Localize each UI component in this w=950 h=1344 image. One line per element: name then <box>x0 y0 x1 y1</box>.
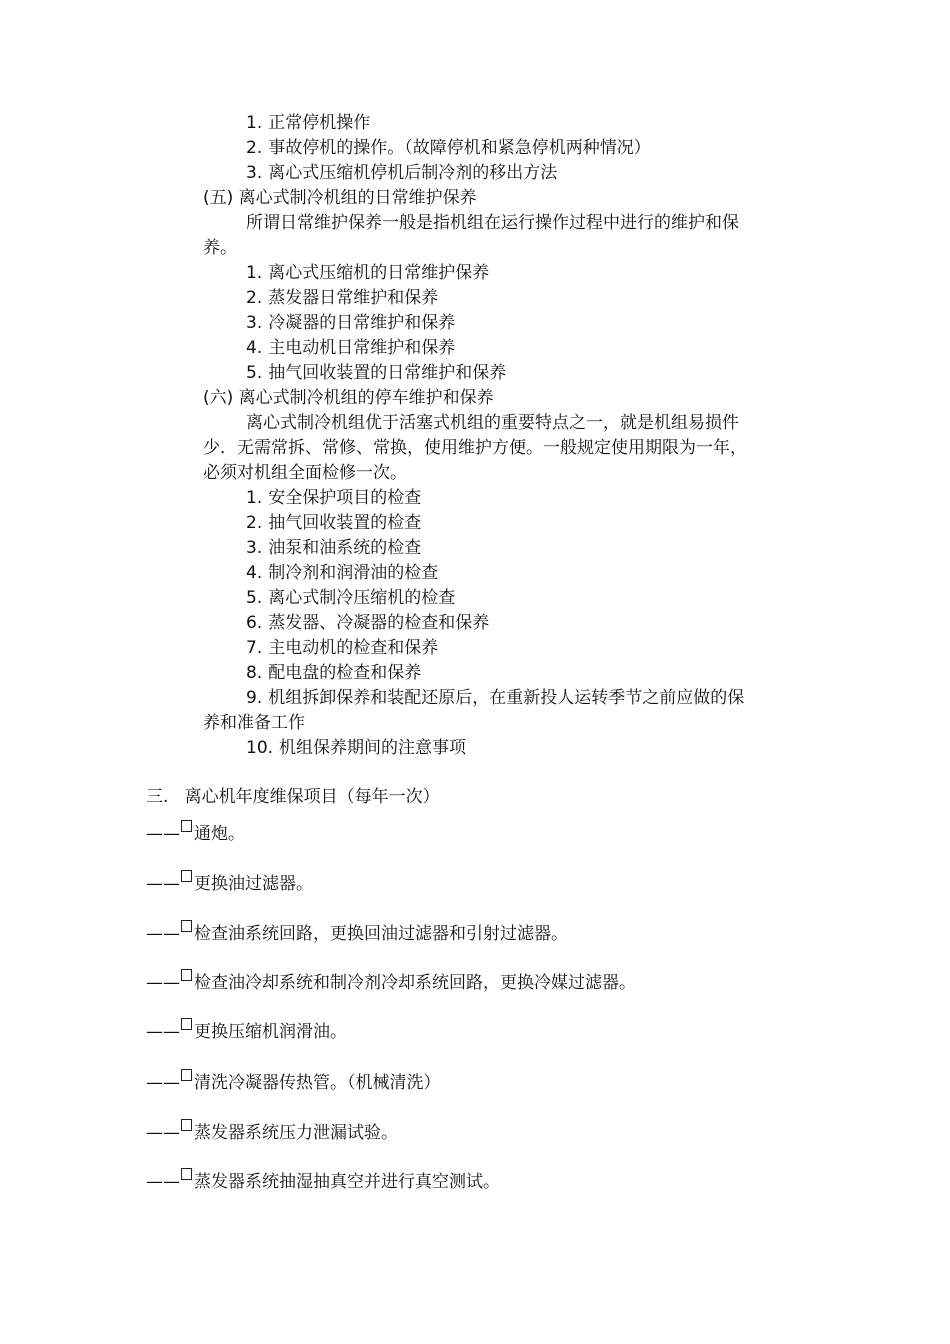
item-text: 机组保养期间的注意事项 <box>279 738 467 758</box>
paragraph-line: 养。 <box>203 238 237 258</box>
list-item <box>246 261 489 286</box>
list-item <box>246 286 438 311</box>
checklist-text: 蒸发器系统抽湿抽真空并进行真空测试。 <box>194 1172 500 1192</box>
item-text: 主电动机日常维护和保养 <box>268 338 456 358</box>
checkbox-icon <box>181 1018 192 1030</box>
item-text: 事故停机的操作。（故障停机和紧急停机两种情况） <box>268 138 651 158</box>
checkbox-icon <box>181 1119 192 1131</box>
dash-marker: —— <box>146 1172 180 1192</box>
checklist-item <box>146 1020 347 1045</box>
item-text: 安全保护项目的检查 <box>268 488 422 508</box>
paragraph-line: 养和准备工作 <box>203 713 305 733</box>
paragraph-line: 离心式制冷机组优于活塞式机组的重要特点之一，就是机组易损件 <box>246 413 739 433</box>
checklist-text: 清洗冷凝器传热管。（机械清洗） <box>194 1073 441 1093</box>
checklist-item <box>146 822 245 847</box>
list-item <box>246 361 506 386</box>
item-text: 机组拆卸保养和装配还原后，在重新投人运转季节之前应做的保 <box>268 688 745 708</box>
section-heading: (六) 离心式制冷机组的停车维护和保养 <box>203 388 494 408</box>
item-text: 配电盘的检查和保养 <box>268 663 422 683</box>
list-item <box>246 561 438 586</box>
checklist-text: 检查油系统回路，更换回油过滤器和引射过滤器。 <box>194 924 568 944</box>
item-text: 离心式压缩机的日常维护保养 <box>268 263 490 283</box>
list-item <box>246 736 466 761</box>
item-text: 制冷剂和润滑油的检查 <box>268 563 439 583</box>
item-text: 主电动机的检查和保养 <box>268 638 439 658</box>
checkbox-icon <box>181 969 192 981</box>
item-number: 9. <box>246 688 263 708</box>
paragraph-line: 必须对机组全面检修一次。 <box>203 463 407 483</box>
checklist-item <box>146 971 636 996</box>
item-number: 4. <box>246 563 263 583</box>
dash-marker: —— <box>146 1123 180 1143</box>
item-text: 蒸发器、冷凝器的检查和保养 <box>268 613 490 633</box>
item-number: 5. <box>246 588 263 608</box>
item-text: 抽气回收装置的日常维护和保养 <box>268 363 507 383</box>
checklist-text: 检查油冷却系统和制冷剂冷却系统回路，更换冷媒过滤器。 <box>194 973 636 993</box>
item-number: 3. <box>246 163 263 183</box>
item-number: 1. <box>246 488 263 508</box>
list-item <box>246 486 421 511</box>
dash-marker: —— <box>146 1022 180 1042</box>
item-number: 2. <box>246 138 263 158</box>
dash-marker: —— <box>146 924 180 944</box>
checkbox-icon <box>181 820 192 832</box>
item-text: 油泵和油系统的检查 <box>268 538 422 558</box>
checkbox-icon <box>181 1069 192 1081</box>
item-number: 1. <box>246 263 263 283</box>
item-text: 离心式制冷压缩机的检查 <box>268 588 456 608</box>
dash-marker: —— <box>146 973 180 993</box>
list-item <box>246 611 489 636</box>
item-number: 6. <box>246 613 263 633</box>
list-item <box>246 111 370 136</box>
list-item <box>246 586 455 611</box>
item-text: 离心式压缩机停机后制冷剂的移出方法 <box>268 163 558 183</box>
item-number: 10. <box>246 738 274 758</box>
checkbox-icon <box>181 870 192 882</box>
checklist-item <box>146 1121 398 1146</box>
checklist-text: 蒸发器系统压力泄漏试验。 <box>194 1123 398 1143</box>
item-text: 抽气回收装置的检查 <box>268 513 422 533</box>
list-item <box>246 311 455 336</box>
list-item <box>246 536 421 561</box>
list-item <box>246 136 651 161</box>
checklist-item <box>146 1170 500 1195</box>
list-item <box>246 511 421 536</box>
item-number: 3. <box>246 538 263 558</box>
item-number: 3. <box>246 313 263 333</box>
list-item <box>246 636 438 661</box>
paragraph-line: 所谓日常维护保养一般是指机组在运行操作过程中进行的维护和保 <box>246 213 739 233</box>
item-number: 2. <box>246 513 263 533</box>
checkbox-icon <box>181 1168 192 1180</box>
item-text: 蒸发器日常维护和保养 <box>268 288 439 308</box>
item-number: 7. <box>246 638 263 658</box>
dash-marker: —— <box>146 824 180 844</box>
section-heading: 三. 离心机年度维保项目（每年一次） <box>146 787 440 807</box>
list-item <box>246 686 744 711</box>
paragraph-line: 少．无需常拆、常修、常换，使用维护方便。一般规定使用期限为一年， <box>203 438 747 458</box>
list-item <box>246 161 557 186</box>
item-number: 1. <box>246 113 263 133</box>
checklist-item <box>146 1071 441 1096</box>
section-heading: (五) 离心式制冷机组的日常维护保养 <box>203 188 477 208</box>
checkbox-icon <box>181 920 192 932</box>
item-text: 正常停机操作 <box>268 113 371 133</box>
list-item <box>246 336 455 361</box>
item-number: 4. <box>246 338 263 358</box>
checklist-text: 更换压缩机润滑油。 <box>194 1022 347 1042</box>
dash-marker: —— <box>146 874 180 894</box>
item-text: 冷凝器的日常维护和保养 <box>268 313 456 333</box>
checklist-item <box>146 922 568 947</box>
checklist-text: 更换油过滤器。 <box>194 874 313 894</box>
checklist-text: 通炮。 <box>194 824 245 844</box>
item-number: 8. <box>246 663 263 683</box>
list-item <box>246 661 421 686</box>
dash-marker: —— <box>146 1073 180 1093</box>
checklist-item <box>146 872 313 897</box>
item-number: 2. <box>246 288 263 308</box>
item-number: 5. <box>246 363 263 383</box>
